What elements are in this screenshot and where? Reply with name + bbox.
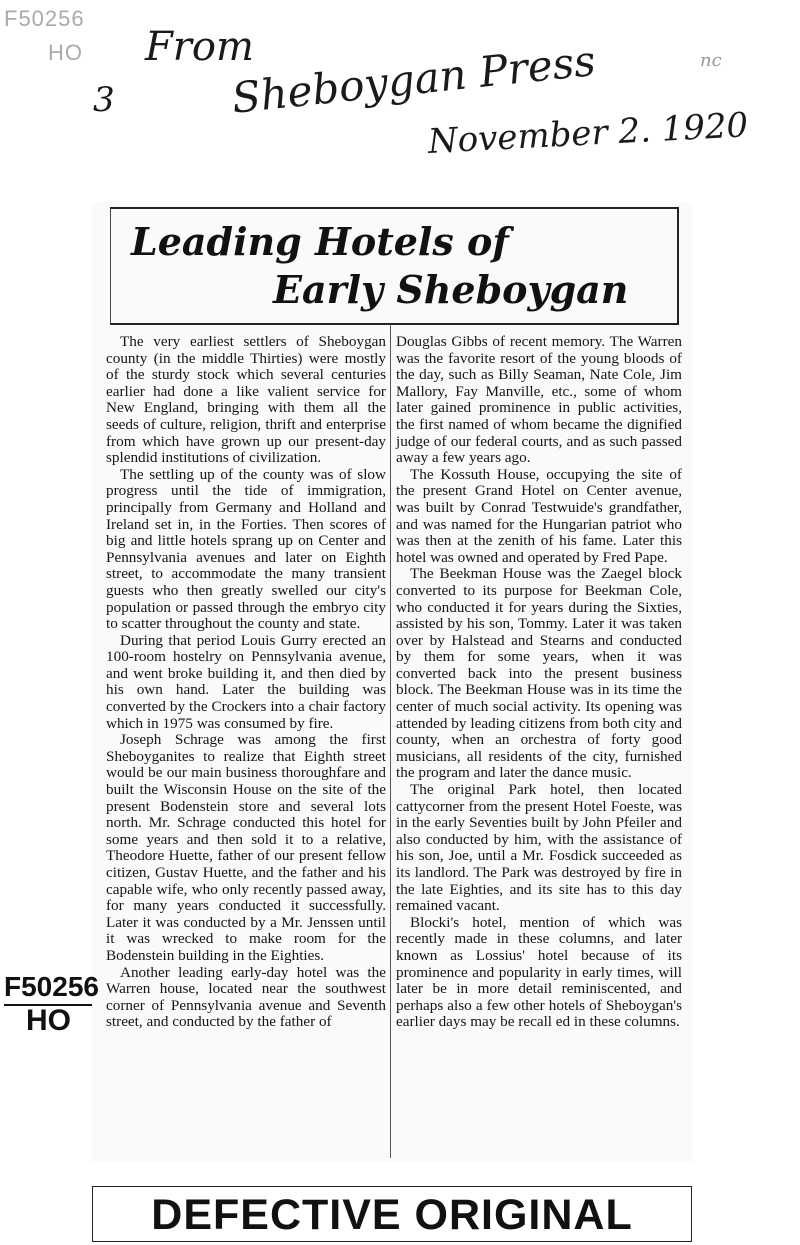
archive-stamp: F50256 (4, 6, 85, 31)
paragraph: The Beekman House was the Zaegel block converted to its purpose for Beekman Cole, who conducted it for years during the Sixties, assisted by his son, Tommy. Later it was taken over by Halstead and Stearns and conducted by them for some years, when it was converted back into the present business block. The Beekman House was in its time the center of much social activity. Its opening was attended by leading citizens from both city and county, when an orchestra of forty good musicians, all residents of the city, furnished the program and later the dance music. (396, 565, 682, 782)
paragraph: The very earliest settlers of Sheboygan county (in the middle Thirties) were mostly of the sturdy stock which several centuries earlier had done a like valient service for New England, bringing with them all the seeds of culture, religion, thrift and enterprise from which have grown up our present-day splendid institutions of civilization. (106, 333, 386, 467)
archive-stamp-sub: HO (48, 40, 83, 65)
handwritten-from: From (145, 24, 254, 70)
headline-line-1: Leading Hotels of (131, 219, 509, 264)
handwritten-page-number: 3 (93, 80, 115, 120)
headline-box (110, 207, 679, 325)
paragraph: Joseph Schrage was among the first Sheboyganites to realize that Eighth street would be our main business thoroughfare and built the Wisconsin House on the site of the present Bodenstein store and several lots north. Mr. Schrage conducted this hotel for some years and then sold it to a relative, Theodore Huette, father of our present fellow citizen, Gustav Huette, and the father and his capable wife, who only recently passed away, for many years conducted it successfully. Later it was conducted by a Mr. Jenssen until it was wrecked to make room for the Bodenstein building in the Eighties. (106, 731, 386, 964)
defective-original-banner: DEFECTIVE ORIGINAL (92, 1186, 692, 1242)
column-divider (390, 324, 391, 1158)
paragraph: During that period Louis Gurry erected an 100-room hostelry on Pennsylvania avenue, and went broke building it, and then died by his own hand. Later the building was converted by the Crockers into a chair factory which in 1975 was consumed by fire. (106, 631, 386, 732)
side-archive-label (4, 972, 99, 1036)
paragraph: Blocki's hotel, mention of which was recently made in these columns, and later known as Lossius' hotel because of its prominence and popularity in early times, will later be in more detail reminiscented, and perhaps also a few other hotels of Sheboygan's earlier days may be recall ed in these columns. (396, 913, 682, 1031)
article-right-column (396, 334, 682, 1031)
side-archive-sub: HO (26, 1004, 71, 1037)
handwritten-source: Sheboygan Press (229, 35, 598, 123)
paragraph: Douglas Gibbs of recent memory. The Warren was the favorite resort of the young bloods of the day, such as Billy Seaman, Nate Cole, Jim Mallory, Fay Manville, etc., some of whom later gained prominence in public activities, the first named of whom became the dignified judge of our federal courts, and as such passed away a few years ago. (396, 333, 682, 467)
headline-line-2: Early Sheboygan (273, 267, 629, 312)
corner-note: nc (700, 50, 722, 71)
article-left-column (106, 334, 386, 1031)
paragraph: The Kossuth House, occupying the site of the present Grand Hotel on Center avenue, was built by Conrad Testwuide's grandfather, and was named for the Hungarian patriot who was then at the zenith of his fame. Later this hotel was owned and operated by Fred Pape. (396, 465, 682, 566)
paragraph: The original Park hotel, then located cattycorner from the present Hotel Foeste, was in the early Seventies built by John Pfeiler and also conducted by him, with the assistance of his son, Joe, until a Mr. Fosdick succeeded as its landlord. The Park was destroyed by fire in the late Eighties, and its site has to this day remained vacant. (396, 781, 682, 915)
paragraph: Another leading early-day hotel was the Warren house, located near the southwest corner of Pennsylvania avenue and Seventh street, and conducted by the father of (106, 963, 386, 1031)
paragraph: The settling up of the county was of slow progress until the tide of immigration, principally from Germany and Holland and Ireland set in, in the Forties. Then scores of big and little hotels sprang up on Center and Pennsylvania avenues and later on Eighth street, to accommodate the many transient guests who then greatly swelled our city's population or passed through the embryo city to scatter throughout the county and state. (106, 465, 386, 633)
handwritten-date: November 2. 1920 (426, 105, 750, 162)
side-archive-code: F50256 (4, 971, 99, 1002)
